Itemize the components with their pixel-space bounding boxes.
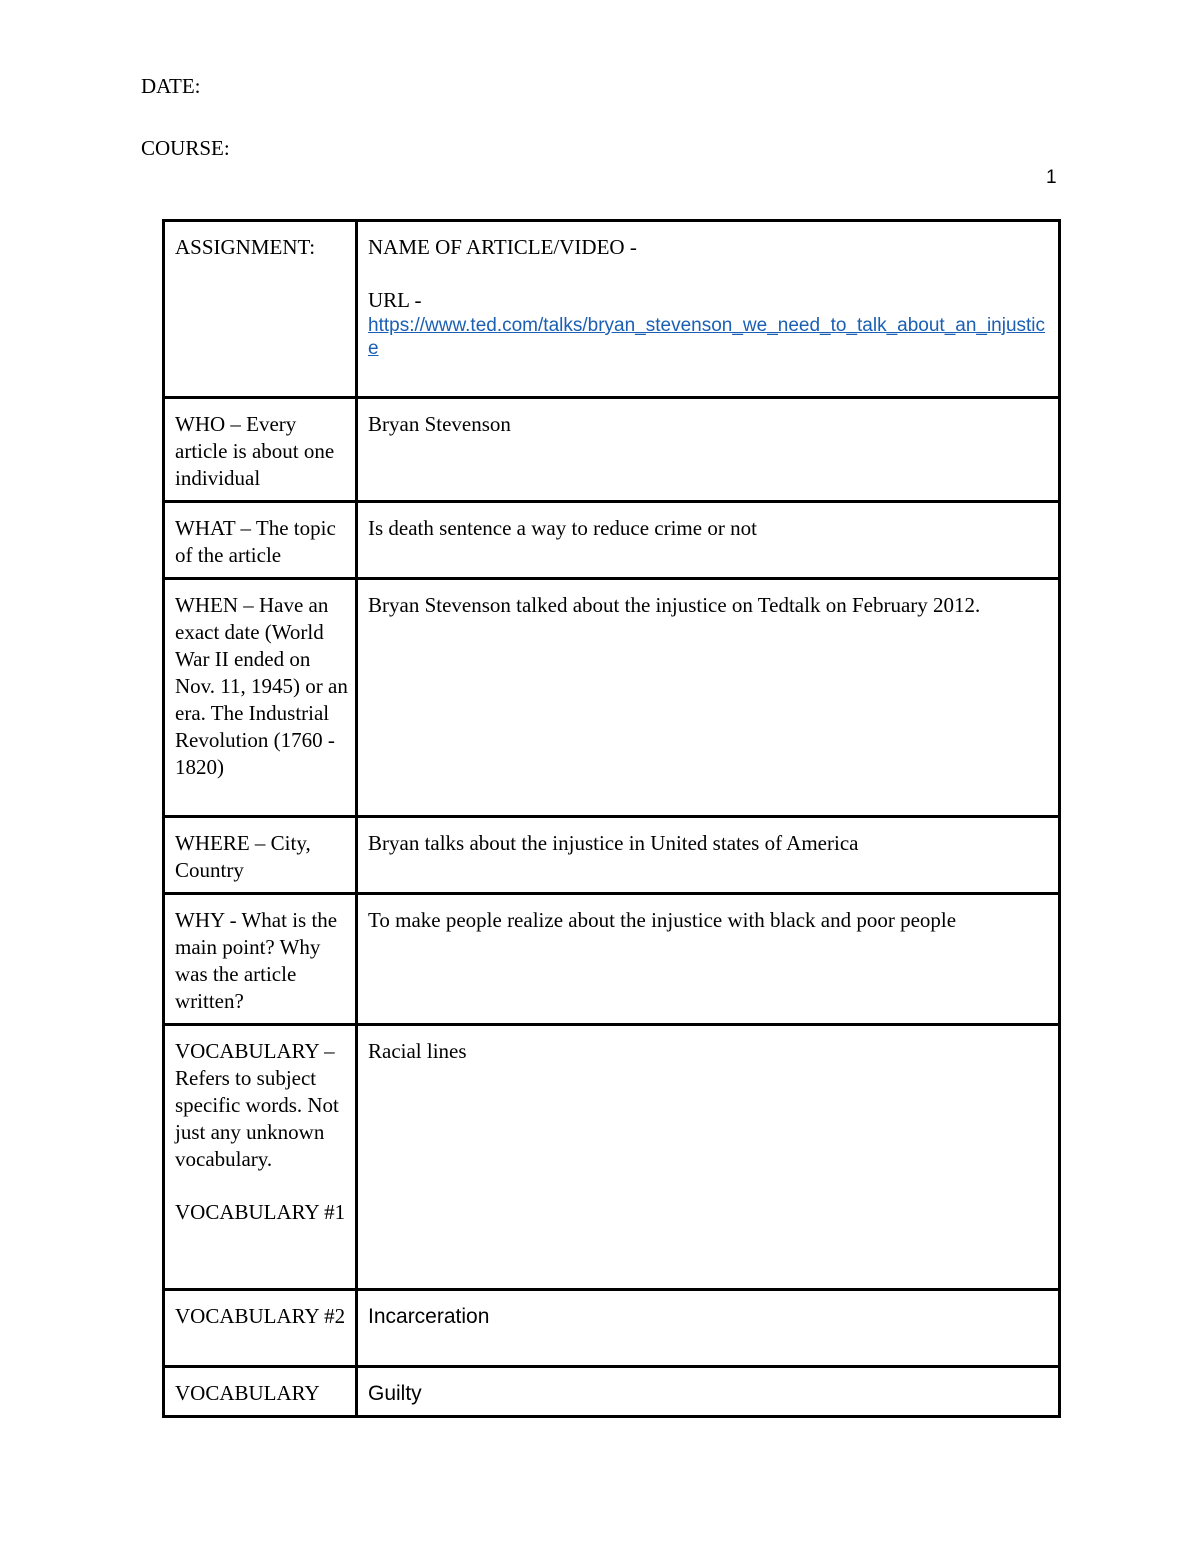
where-value: Bryan talks about the injustice in United states of America bbox=[357, 817, 1060, 894]
vocabulary-2-value: Incarceration bbox=[357, 1290, 1060, 1367]
vocabulary-3-label: VOCABULARY bbox=[164, 1367, 357, 1417]
date-label: DATE: bbox=[141, 74, 201, 98]
assignment-label: ASSIGNMENT: bbox=[164, 221, 357, 398]
page-number: 1 bbox=[1046, 167, 1057, 188]
table-row-vocabulary-2 bbox=[164, 1290, 1060, 1367]
why-label: WHY - What is the main point? Why was the article written? bbox=[164, 894, 357, 1025]
url-label: URL - bbox=[368, 288, 422, 312]
when-label: WHEN – Have an exact date (World War II ended on Nov. 11, 1945) or an era. The Industrial Revolution (1760 - 1820) bbox=[164, 579, 357, 817]
assignment-details bbox=[357, 221, 1060, 398]
table-row-vocabulary-1 bbox=[164, 1025, 1060, 1290]
course-label: COURSE: bbox=[141, 136, 230, 160]
table-row-where bbox=[164, 817, 1060, 894]
where-label: WHERE – City, Country bbox=[164, 817, 357, 894]
spacer bbox=[368, 261, 1048, 287]
vocabulary-3-value: Guilty bbox=[357, 1367, 1060, 1417]
spacer bbox=[175, 1173, 349, 1199]
vocabulary-1-label-cell bbox=[164, 1025, 357, 1290]
assignment-table bbox=[162, 219, 1061, 1418]
who-label: WHO – Every article is about one individual bbox=[164, 398, 357, 502]
vocabulary-2-label: VOCABULARY #2 bbox=[164, 1290, 357, 1367]
when-value: Bryan Stevenson talked about the injustice on Tedtalk on February 2012. bbox=[357, 579, 1060, 817]
table-row-when bbox=[164, 579, 1060, 817]
table-row-what bbox=[164, 502, 1060, 579]
why-value: To make people realize about the injustice with black and poor people bbox=[357, 894, 1060, 1025]
vocabulary-1-value: Racial lines bbox=[357, 1025, 1060, 1290]
article-url-link[interactable]: https://www.ted.com/talks/bryan_stevenson_we_need_to_talk_about_an_injustice bbox=[368, 315, 1046, 359]
vocabulary-1-label: VOCABULARY #1 bbox=[175, 1200, 346, 1224]
table-row-why bbox=[164, 894, 1060, 1025]
table-row-assignment bbox=[164, 221, 1060, 398]
what-label: WHAT – The topic of the article bbox=[164, 502, 357, 579]
article-name-line: NAME OF ARTICLE/VIDEO - bbox=[368, 235, 637, 259]
what-value: Is death sentence a way to reduce crime or not bbox=[357, 502, 1060, 579]
vocabulary-description: VOCABULARY – Refers to subject specific words. Not just any unknown vocabulary. bbox=[175, 1039, 339, 1171]
table-row-who bbox=[164, 398, 1060, 502]
table-row-vocabulary-3 bbox=[164, 1367, 1060, 1417]
who-value: Bryan Stevenson bbox=[357, 398, 1060, 502]
